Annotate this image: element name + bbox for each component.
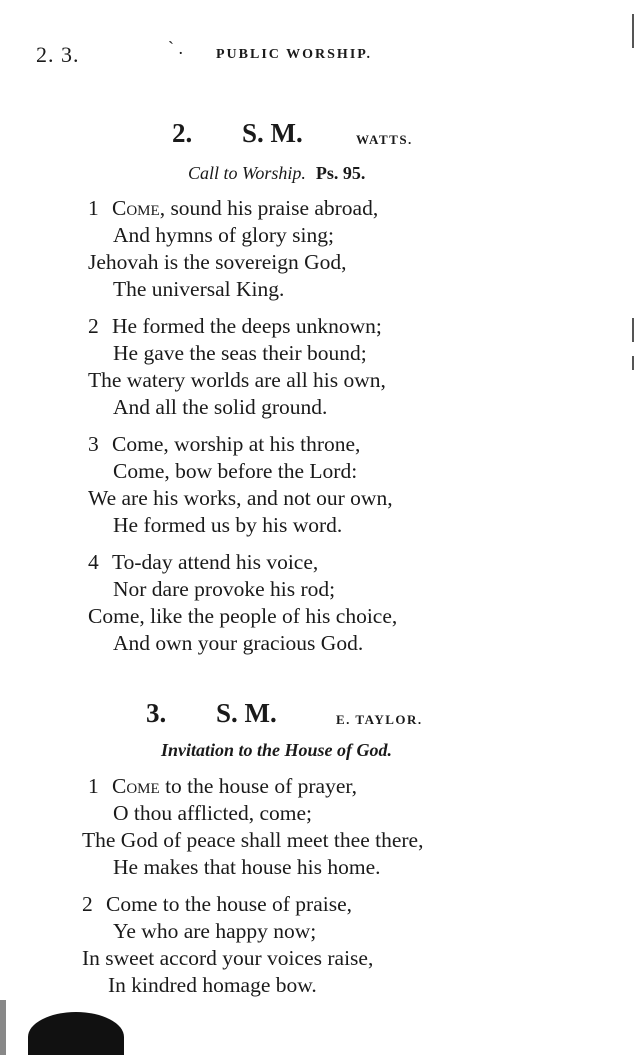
verse-number: 2	[88, 314, 99, 338]
verse-line: Nor dare provoke his rod;	[113, 577, 336, 601]
psalm-reference: Ps. 95.	[315, 163, 366, 183]
verse-line: And own your gracious God.	[113, 631, 364, 655]
verse-line: And all the solid ground.	[113, 395, 328, 419]
hymn-subtitle: Invitation to the House of God.	[161, 740, 393, 760]
running-title: PUBLIC WORSHIP.	[216, 47, 373, 62]
hymn-author: WATTS.	[356, 132, 413, 147]
verse-text: Come, worship at his throne,	[112, 432, 361, 456]
verse-text: He formed the deeps unknown;	[112, 314, 382, 338]
hymn-3-heading	[146, 698, 456, 732]
verse-line: He makes that house his home.	[113, 855, 381, 879]
verse-line: Jehovah is the sovereign God,	[88, 250, 347, 274]
hymn-subtitle: Call to Worship.	[188, 163, 306, 183]
verse-text: , sound his praise abroad,	[159, 196, 379, 220]
page-number: 2. 3.	[36, 42, 80, 67]
verse-line	[88, 195, 378, 222]
verse-line: O thou afflicted, come;	[113, 801, 313, 825]
verse-line: Come, bow before the Lord:	[113, 459, 358, 483]
verse-line: The watery worlds are all his own,	[88, 368, 386, 392]
scan-edge-mark	[632, 318, 634, 342]
initial-word: Come	[112, 774, 160, 798]
verse-number: 4	[88, 550, 99, 574]
hymn-number: 3.	[146, 698, 167, 728]
hymn-number: 2.	[172, 118, 193, 148]
verse-number: 1	[88, 774, 99, 798]
verse-line: In sweet accord your voices raise,	[82, 946, 374, 970]
scan-edge-mark	[0, 1000, 6, 1055]
verse-line	[88, 549, 318, 576]
header-mark: ` .	[168, 38, 183, 58]
initial-word: Come	[112, 196, 160, 220]
verse-number: 2	[82, 892, 93, 916]
hymn-3-subtitle	[161, 740, 392, 761]
verse-line	[88, 773, 357, 800]
hymn-author: E. TAYLOR.	[336, 712, 423, 727]
verse-text: to the house of prayer,	[159, 774, 358, 798]
hymn-2-heading	[172, 118, 442, 152]
scan-edge-mark	[632, 356, 634, 370]
verse-line: In kindred homage bow.	[108, 973, 317, 997]
verse-text: Come to the house of praise,	[106, 892, 353, 916]
verse-line: We are his works, and not our own,	[88, 486, 393, 510]
hymn-2-subtitle	[188, 163, 365, 184]
verse-line: And hymns of glory sing;	[113, 223, 334, 247]
verse-line	[82, 891, 352, 918]
verse-line: He formed us by his word.	[113, 513, 343, 537]
verse-number: 1	[88, 196, 99, 220]
ink-blot	[28, 1012, 124, 1055]
verse-line	[88, 431, 360, 458]
verse-line	[88, 313, 382, 340]
hymn-meter: S. M.	[242, 118, 303, 148]
hymn-meter: S. M.	[216, 698, 277, 728]
verse-line: Ye who are happy now;	[113, 919, 317, 943]
verse-line: He gave the seas their bound;	[113, 341, 367, 365]
verse-line: The universal King.	[113, 277, 285, 301]
scan-edge-mark	[632, 14, 634, 48]
verse-number: 3	[88, 432, 99, 456]
verse-line: The God of peace shall meet thee there,	[82, 828, 424, 852]
verse-line: Come, like the people of his choice,	[88, 604, 398, 628]
verse-text: To-day attend his voice,	[112, 550, 319, 574]
